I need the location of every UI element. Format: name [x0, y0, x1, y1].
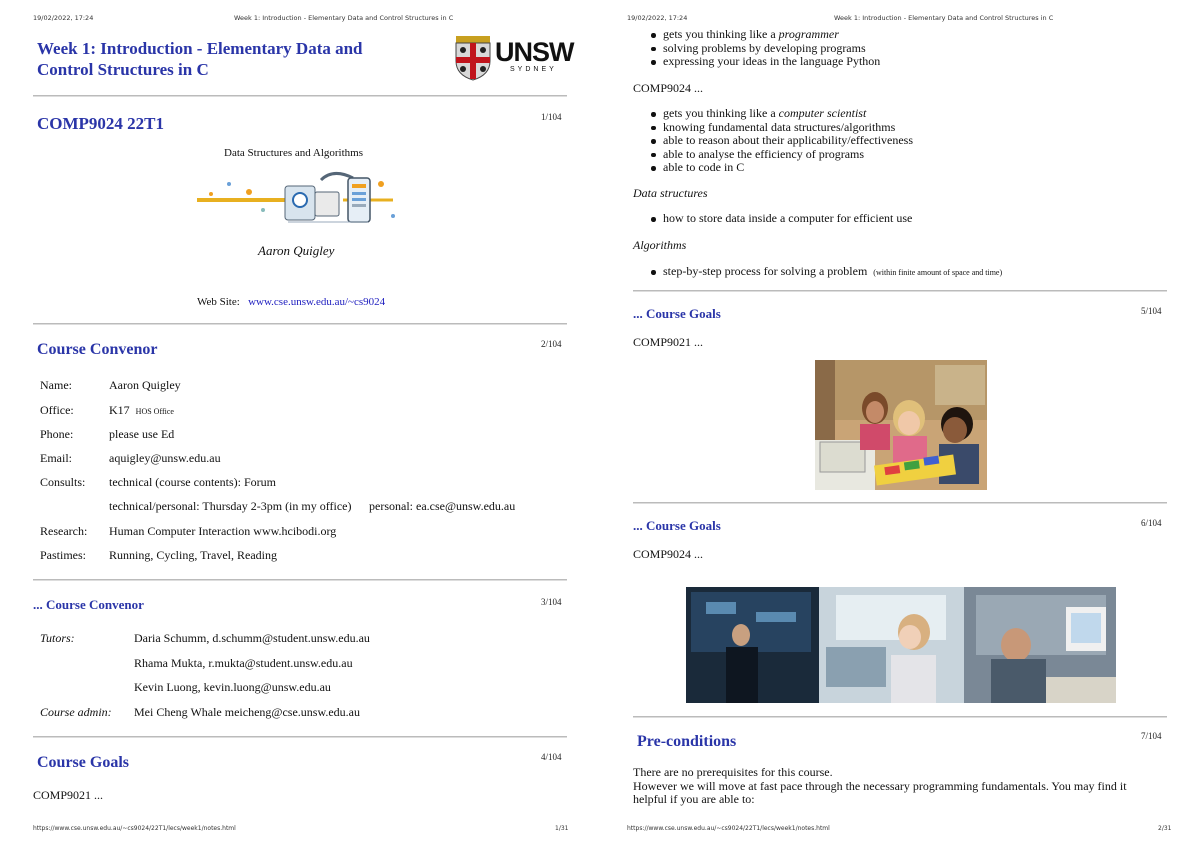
- bullet-list: [633, 212, 912, 226]
- slide-text: COMP9024 ...: [633, 547, 704, 561]
- slide-title: ... Course Goals: [633, 306, 721, 321]
- children-at-computer-photo: [815, 360, 987, 490]
- divider: [33, 736, 567, 738]
- slide-number: 2/104: [541, 339, 562, 349]
- divider: [33, 579, 567, 581]
- website-link[interactable]: www.cse.unsw.edu.au/~cs9024: [248, 296, 386, 308]
- slide-text: However we will move at fast pace through the necessary programming fundamentals. You may find it: [633, 779, 1127, 793]
- slide-number: 7/104: [1141, 731, 1162, 741]
- print-footer-page: 2/31: [1158, 825, 1172, 832]
- tutor-entry: Rhama Mukta, r.mukta@student.unsw.edu.au: [134, 656, 353, 670]
- list-item: able to code in C: [633, 161, 913, 175]
- slide-title: COMP9024 22T1: [37, 114, 165, 133]
- divider: [633, 502, 1167, 504]
- slide-text: COMP9021 ...: [633, 335, 704, 349]
- field-value: Human Computer Interaction www.hcibodi.org: [109, 524, 337, 538]
- slide-text: helpful if you are able to:: [633, 792, 755, 806]
- list-item: step-by-step process for solving a problem (within finite amount of space and time): [633, 265, 1002, 279]
- print-header-date: 19/02/2022, 17:24: [627, 14, 688, 22]
- field-value: Aaron Quigley: [109, 378, 181, 392]
- programmers-photo-strip: [686, 587, 1116, 703]
- slide-text: COMP9021 ...: [33, 788, 104, 802]
- list-item: knowing fundamental data structures/algorithms: [633, 121, 913, 135]
- divider: [633, 290, 1167, 292]
- slide-title: ... Course Convenor: [33, 597, 144, 612]
- field-label: Name:: [40, 378, 72, 392]
- list-item: how to store data inside a computer for efficient use: [633, 212, 912, 226]
- slide-title: Course Convenor: [37, 341, 158, 358]
- slide-number: 3/104: [541, 597, 562, 607]
- slide-text: COMP9024 ...: [633, 81, 704, 95]
- data-structures-illustration: [193, 170, 403, 230]
- page-right: [600, 0, 1200, 849]
- doc-title: Week 1: Introduction - Elementary Data and Control Structures in C: [37, 39, 363, 79]
- section-heading: Data structures: [633, 186, 708, 200]
- field-label: Office:: [40, 403, 74, 417]
- unsw-logo: [455, 35, 574, 81]
- slide-number: 5/104: [1141, 306, 1162, 316]
- field-value: technical (course contents): Forum: [109, 475, 276, 489]
- logo-subtext: SYDNEY: [510, 66, 557, 73]
- list-item: expressing your ideas in the language Python: [633, 55, 880, 69]
- slide-text: There are no prerequisites for this course.: [633, 765, 833, 779]
- print-header-title: Week 1: Introduction - Elementary Data and Control Structures in C: [234, 14, 454, 22]
- course-subtitle: Data Structures and Algorithms: [224, 147, 364, 159]
- field-label: Phone:: [40, 427, 74, 441]
- print-header-date: 19/02/2022, 17:24: [33, 14, 94, 22]
- website-line: [197, 296, 385, 308]
- print-footer-url: https://www.cse.unsw.edu.au/~cs9024/22T1/lecs/week1/notes.html: [33, 825, 236, 832]
- list-item: gets you thinking like a computer scientist: [633, 107, 913, 121]
- field-label: Research:: [40, 524, 88, 538]
- print-header-title: Week 1: Introduction - Elementary Data and Control Structures in C: [834, 14, 1054, 22]
- tutors-label: Tutors:: [40, 631, 75, 645]
- crest-icon: [455, 35, 491, 81]
- field-value: please use Ed: [109, 427, 175, 441]
- bullet-list: [633, 28, 880, 69]
- field-value: technical/personal: Thursday 2-3pm (in my office): [109, 499, 352, 513]
- divider: [33, 323, 567, 325]
- tutor-entry: Daria Schumm, d.schumm@student.unsw.edu.au: [134, 631, 370, 645]
- field-value: aquigley@unsw.edu.au: [109, 451, 221, 465]
- field-label: Email:: [40, 451, 72, 465]
- list-item: able to reason about their applicability/effectiveness: [633, 134, 913, 148]
- field-extra: personal: ea.cse@unsw.edu.au: [369, 499, 516, 513]
- field-label: Consults:: [40, 475, 86, 489]
- list-item: gets you thinking like a programmer: [633, 28, 880, 42]
- list-item: solving problems by developing programs: [633, 42, 880, 56]
- field-value: Running, Cycling, Travel, Reading: [109, 548, 277, 562]
- website-label: Web Site:: [197, 296, 240, 308]
- slide-number: 4/104: [541, 752, 562, 762]
- slide-number: 6/104: [1141, 518, 1162, 528]
- admin-entry: Mei Cheng Whale meicheng@cse.unsw.edu.au: [134, 705, 360, 719]
- section-heading: Algorithms: [633, 238, 687, 252]
- slide-number: 1/104: [541, 112, 562, 122]
- print-footer-page: 1/31: [555, 825, 569, 832]
- divider: [33, 95, 567, 97]
- field-value: K17 HOS Office: [109, 403, 174, 417]
- print-footer-url: https://www.cse.unsw.edu.au/~cs9024/22T1/lecs/week1/notes.html: [627, 825, 830, 832]
- field-label: Pastimes:: [40, 548, 87, 562]
- list-item: able to analyse the efficiency of programs: [633, 148, 913, 162]
- bullet-list: [633, 265, 1002, 279]
- admin-label: Course admin:: [40, 705, 112, 719]
- logo-text: UNSW: [495, 37, 574, 67]
- slide-title: Course Goals: [37, 754, 129, 771]
- author-name: Aaron Quigley: [258, 243, 335, 258]
- slide-title: Pre-conditions: [637, 733, 737, 750]
- slide-title: ... Course Goals: [633, 518, 721, 533]
- divider: [633, 716, 1167, 718]
- bullet-list: [633, 107, 913, 175]
- tutor-entry: Kevin Luong, kevin.luong@unsw.edu.au: [134, 680, 331, 694]
